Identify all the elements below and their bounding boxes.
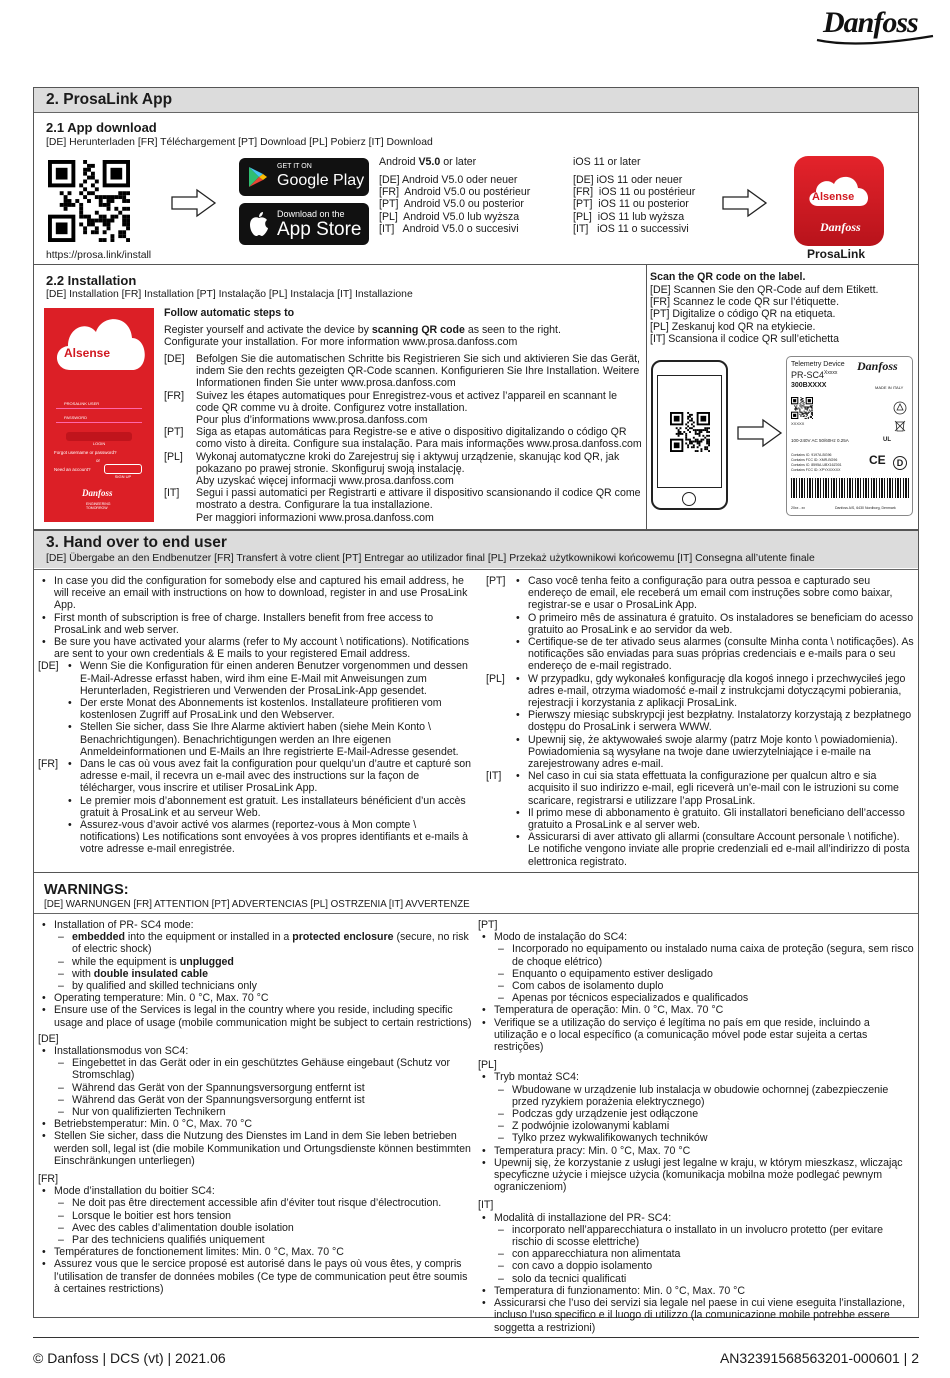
install-instructions-en: Register yourself and activate the device by scanning QR code as seen to the right. Configurate your installation. For more information www.prosa.danfoss.com: [164, 324, 561, 349]
arrow-right-icon: [722, 188, 768, 218]
arrow-right-icon: [171, 188, 217, 218]
handover-item: • In case you did the configuration for somebody else and captured his email address, he will receive an email with instructions on how to download, register in and use ProsaLink App.: [38, 575, 472, 612]
footer-rule: [33, 1337, 919, 1338]
handover-item: • Assurez-vous d’avoir activé vos alarmes (reportez-vous à Mon compte \ notifications) Les notifications sont envoyées à vos propres identifiants et e-mails à votre adresse e-mail enregistrée.: [64, 819, 472, 856]
cloud-icon: [52, 312, 148, 372]
handover-item: • Dans le cas où vous avez fait la configuration pour quelqu’un d’autre et capturé son adresse e-mail, il recevra un e-mail avec des instructions sur la façon de télécharger, vous inscrire et utiliser ProsaLink App.: [64, 758, 472, 795]
footer-left: © Danfoss | DCS (vt) | 2021.06: [33, 1350, 226, 1366]
warnings-langs: [DE] WARNUNGEN [FR] ATTENTION [PT] ADVERTENCIAS [PL] OSTRZENIA [IT] AVVERTENZE: [44, 899, 470, 910]
warning-block-pl: [PL] • Tryb montaż SC4: – Wbudowane w urządzenie lub instalacja w obudowie ochornnej (zabezpieczenie przed ryzykiem porażenia elektrycznego) – Podczas gdy urządzenie jest odłączone – Z podwójnie izolowanymi kablami – Tylko przez wykwalifikowanych techników • Temperatura pracy: Min. 0 °C, Max. 70 °C • Upewnij się, że korzystanie z usługi jest legalne w kraju, w którym mieszkasz, wliczając specyficzne użycie i miejsce użycia (komunikacja mobilna może podlegać pewnym ograniczeniom): [478, 1059, 914, 1193]
section-warnings: [33, 873, 919, 1334]
warning-block-pt: [PT] • Modo de instalação do SC4: – Incorporado no equipamento ou instalado numa caixa de proteção (segura, sem risco de choque elétrico) – Enquanto o equipamento estiver desligado – Com cabos de isolamento duplo – Apenas por técnicos especializados e qualificados • Temperatura de operação: Min. 0 °C, Max. 70 °C • Verifique se a utilização do serviço é legítima no país em que reside, incluindo a utilização e o local específico (a comunicação móvel pode estar sujeita a certas restrições): [478, 919, 914, 1053]
handover-item: • W przypadku, gdy wykonałeś konfigurację dla kogoś innego i przechwyciłeś jego adres e-mail, otrzyma wiadomość e-mail z instrukcjami dotyczącymi pobierania, rejestracji i korzystania z aplikacji ProsaLink.: [512, 673, 914, 710]
login-button: LOGIN: [66, 432, 132, 441]
install-url[interactable]: https://prosa.link/install: [46, 250, 152, 261]
phone-outline: [651, 360, 728, 510]
follow-steps: Follow automatic steps to: [164, 307, 295, 319]
google-play-button[interactable]: GET IT ON Google Play: [239, 158, 369, 196]
handover-group: [DE] • Wenn Sie die Konfiguration für einen anderen Benutzer vorgenommen und dessen E-Mail-Adresse erfasst haben, wird ihm eine E-Mail mit Anweisungen zum Herunterladen, Registrieren und Verwenden der ProsaLink-App gesendet. • Der erste Monat des Abonnements ist kostenlos. Installateure profitieren vom kostenlosen Zugriff auf ProsaLink und den Webserver. • Stellen Sie sicher, dass Sie Ihre Alarme aktiviert haben (siehe Mein Konto \ Benachrichtigungen). Benachrichtigungen werden an Ihre eigenen Anmeldeinformationen und E-Mails an Ihre registrierte E-Mail-Adresse gesendet.: [38, 660, 472, 758]
handover-item: • Caso você tenha feito a configuração para outra pessoa e capturado seu endereço de email, ele receberá um email com instruções sobre como baixar, registrar-se e usar o ProsaLink App.: [512, 575, 914, 612]
ul-mark: UL: [883, 437, 891, 443]
handover-left-column: [38, 575, 472, 856]
warning-block-fr: [FR] • Mode d’installation du boitier SC4: – Ne doit pas être directement accessible afin d’éviter tout risque d’électrocution. – Lorsque le boitier est hors tension – Avec des cables d’alimentation double isolation – Par des techniciens qualifiés uniquement • Températures de fonctionement limites: Min. 0 °C, Max. 70 °C • Assurez vous que le sercice proposé est autorisé dans le pays où vous êtes, y compris l’utilisation de transfer de données mobiles (Ce type de communication peut être soumis à certaines restrictions): [38, 1173, 474, 1295]
handover-item: • First month of subscription is free of charge. Installers benefit from free access to ProsaLink and web server.: [38, 612, 472, 636]
app-download-langs: [DE] Herunterladen [FR] Téléchargement [PT] Download [PL] Pobierz [IT] Download: [46, 137, 433, 148]
handover-item: • Pierwszy miesiąc subskrypcji jest bezpłatny. Instalatorzy korzystają z bezpłatnego dostępu do ProsaLink i serwera WWW.: [512, 709, 914, 733]
handover-group: [38, 575, 472, 660]
handover-group: [PL] • W przypadku, gdy wykonałeś konfigurację dla kogoś innego i przechwyciłeś jego adres e-mail, otrzyma wiadomość e-mail z instrukcjami dotyczącymi pobierania, rejestracji i korzystania z aplikacji ProsaLink. • Pierwszy miesiąc subskrypcji jest bezpłatny. Instalatorzy korzystają z bezpłatnego dostępu do ProsaLink i serwera WWW. • Upewnij się, że aktywowałeś swoje alarmy (patrz Moje konto \ powiadomienia). Powiadomienia są wysyłane na twoje dane uwierzytelniające i e-maile na zarejestrowany adres e-mail.: [486, 673, 914, 771]
handover-item: • Certifique-se de ter ativado seus alarmes (consulte Minha conta \ notificações). As notificações são enviadas para suas próprias credenciais e e-mails para o seu endereço de e-mail registrado.: [512, 636, 914, 673]
d-mark: D: [893, 456, 907, 470]
warnings-right-column: [478, 919, 914, 1334]
weee-bin-icon: [893, 419, 907, 433]
recycle-icon: [893, 401, 907, 415]
section-hand-over: [33, 530, 919, 873]
handover-item: • O primeiro mês de assinatura é gratuito. Os instaladores se beneficiam do acesso gratuito ao ProsaLink e ao servidor da web.: [512, 612, 914, 636]
handover-item: • Nel caso in cui sia stata effettuata la configurazione per qualcun altro e sia acquisito il suo indirizzo e-mail, egli riceverà un’e-mail con le istruzioni su come scaricare, registrarsi e utilizzare l’app ProsaLink.: [512, 770, 914, 807]
android-heading: Android V5.0 or later: [379, 156, 477, 168]
divider: [646, 264, 647, 530]
label-qr-code-icon: [791, 397, 813, 419]
install-translation: [IT] Segui i passi automatici per Registrarti e attivare il dispositivo scansionando il codice QR come mostrato a destra. Configurare la tua installazione. Per maggiori informazioni www.prosa.danfoss.com: [164, 487, 641, 524]
android-requirements: [DE] Android V5.0 oder neuer [FR] Android V5.0 ou postérieur [PT] Android V5.0 ou posterior [PL] Android V5.0 lub wyższa [IT] Android V5.0 o succesivi: [379, 174, 531, 235]
home-button-icon: [682, 492, 696, 506]
handover-group: [PT] • Caso você tenha feito a configuração para outra pessoa e capturado seu endereço de email, ele receberá um email com instruções sobre como baixar, registrar-se e usar o ProsaLink App. • O primeiro mês de assinatura é gratuito. Os instaladores se beneficiam do acesso gratuito ao ProsaLink e ao servidor da web. • Certifique-se de ter ativado seus alarmes (consulte Minha conta \ notificações). As notificações são enviadas para suas próprias credenciais e e-mails para o seu endereço de e-mail registrado.: [486, 575, 914, 673]
footer-right: AN32391568563201-000601 | 2: [719, 1350, 919, 1366]
install-translation: [DE] Befolgen Sie die automatischen Schritte bis Registrieren Sie sich und aktivieren Sie das Gerät, indem Sie den rechts gezeigten QR-Code scannen. Konfigurieren Sie Ihre Installation. Weitere Informationen finden Sie unter www.prosa.danfoss.com: [164, 353, 643, 390]
install-translation: [PL] Wykonaj automatyczne kroki do Zarejestruj się i aktywuj urządzenie, skanując kod QR, jak pokazano po prawej stronie. Skonfiguruj swoją instalację. Aby uzyskać więcej informacji www.prosa.danfoss.com: [164, 450, 620, 488]
app-name: ProsaLink: [807, 247, 866, 261]
barcode: [791, 478, 909, 498]
handover-item: • Upewnij się, że aktywowałeś swoje alarmy (patrz Moje konto \ powiadomienia). Powiadomienia są wysyłane na twoje dane uwierzytelniające i e-maile na zarejestrowany adres e-mail.: [512, 734, 914, 771]
install-translations: [164, 353, 642, 524]
handover-right-column: [486, 575, 914, 868]
section-2-title: 2. ProsaLink App: [34, 88, 918, 113]
google-play-icon: [248, 166, 268, 188]
warnings-left-column: • Installation of PR- SC4 mode: – embedded into the equipment or installed in a protected enclosure (secure, no risk of electric shock) – while the equipment is unplugged – with double insulated cable – by qualified and skilled technicians only • Operating temperature: Min. 0 °C, Max. 70 °C • Ensure use of the Services is legal in the country where you reside, including specific usage and place of usage (mobile communication might be subject to certain restrictions) [DE] • Installationsmodus von SC4: – Eingebettet in das Gerät oder in ein geschütztes Gehäuse eingebaut (Schutz vor Stromschlag) – Während das Gerät von der Spannungsversorgung entfernt ist – Während das Gerät von der Spannungsversorgung entfernt ist – Nur von qualifizierten Technikern • Betriebstemperatur: Min. 0 °C, Max. 70 °C • Stellen Sie sicher, dass die Nutzung des Dienstes im Land in dem Sie leben betrieben werden soll, legal ist (die mobile Kommunikation und Ortungsdienste können bestimmten Einschränkungen unterliegen) [FR] • Mode d’installation du boitier SC4: – Ne doit pas être directement accessible afin d’éviter tout risque d’électrocution. – Lorsque le boitier est hors tension – Avec des cables d’alimentation double isolation – Par des techniciens qualifiés uniquement • Températures de fonctionement limites: Min. 0 °C, Max. 70 °C • Assurez vous que le sercice proposé est autorisé dans le pays où vous êtes, y compris l’utilisation de transfer de données mobiles (Ce type de communication peut être soumis à certaines restrictions): [38, 919, 474, 1295]
warnings-title: WARNINGS:: [44, 882, 129, 898]
installation-title: 2.2 Installation: [46, 273, 137, 288]
ios-requirements: [DE] iOS 11 oder neuer [FR] iOS 11 ou postérieur [PT] iOS 11 ou posterior [PL] iOS 11 lub wyższa [IT] iOS 11 o successivi: [573, 174, 696, 235]
device-label: Telemetry Device $PR-SC4^{Xxxxx}$ 300BXXXX Danfoss MADE IN ITALY XXXXX 100-240V AC 50/60Hz 0.25A Contains IC: 9197A-BG96 Contains FCC ID: XMR-BG96 Contains IC: 8595A-UBX16Z001 Contains FCC ID: XPYXXXXXX UL CE D 20xx - xx Danfoss A/S, 6430 Nordborg, Denmark: [786, 356, 913, 516]
install-qr-code-icon[interactable]: [48, 160, 130, 242]
apple-icon: [248, 211, 270, 237]
handover-group: [IT] • Nel caso in cui sia stata effettuata la configurazione per qualcun altro e sia acquisito il suo indirizzo e-mail, egli riceverà un’e-mail con le istruzioni su come scaricare, registrarsi e utilizzare l’app ProsaLink. • Il primo mese di abbonamento è gratuito. Gli installatori beneficiano dell’accesso gratuito a ProsaLink e al server web. • Assicurarsi di aver attivato gli allarmi (consultare Account personale \ notifiche). Le notifiche vengono inviate alle proprie credenziali ed e-mail all’indirizzo di posta elettronica registrato.: [486, 770, 914, 868]
install-translation: [PT] Siga as etapas automáticas para Registre-se e ative o dispositivo digitalizando o código QR como visto à direita. Configure sua instalação. Para mais informações www.prosa.danfoss.com: [164, 426, 642, 451]
prosalink-app-icon[interactable]: Alsense Danfoss: [794, 156, 884, 246]
handover-item: • Assicurarsi di aver attivato gli allarmi (consultare Account personale \ notifiche). Le notifiche vengono inviate alle proprie credenziali ed e-mail all’indirizzo di posta elettronica registrato.: [512, 831, 914, 868]
handover-item: • Wenn Sie die Konfiguration für einen anderen Benutzer vorgenommen und dessen E-Mail-Adresse erfasst haben, wird ihm eine E-Mail mit Anweisungen zum Herunterladen, Registrieren und Verwenden der ProsaLink-App gesendet.: [64, 660, 472, 697]
handover-group: [FR] • Dans le cas où vous avez fait la configuration pour quelqu’un d’autre et capturé son adresse e-mail, il recevra un e-mail avec des instructions sur la façon de télécharger, vous inscrire et utiliser ProsaLink App. • Le premier mois d’abonnement est gratuit. Les installateurs bénéficient d’un accès gratuit à ProsaLink et au serveur Web. • Assurez-vous d’avoir activé vos alarmes (reportez-vous à Mon compte \ notifications) Les notifications sont envoyées à vos propres identifiants et e-mails à votre adresse e-mail enregistrée.: [38, 758, 472, 856]
section-3-title: 3. Hand over to end user [DE] Übergabe an den Endbenutzer [FR] Transfert à votre client [PT] Entregar ao utilizador final [PL] Przekaż użytkownikowi końcowemu [IT] Consegna all’utente finale: [34, 531, 918, 568]
divider: [34, 264, 918, 265]
install-translation: [FR] Suivez les étapes automatiques pour Enregistrez-vous et activez l’appareil en scannant le code QR comme vu à droite. Configurez votre installation. Pour plus d’informations www.prosa.danfoss.com: [164, 389, 618, 427]
login-screen-image: Alsense PROSALINK USER PASSWORD LOGIN Forgot username or password? or Need an account? SIGN UP Danfoss ENGINEERING TOMORROW: [44, 308, 154, 522]
handover-item: • Be sure you have activated your alarms (refer to My account \ notifications). Notifications are sent to your own credentials & E mails to your registered Email address.: [38, 636, 472, 660]
ce-mark: CE: [869, 453, 886, 467]
handover-langs: [DE] Übergabe an den Endbenutzer [FR] Transfert à votre client [PT] Entregar ao utilizador final [PL] Przekaż użytkownikowi końcowemu [IT] Consegna all’utente finale: [46, 553, 815, 564]
warning-block-it: [IT] • Modalità di installazione del PR- SC4: – incorporato nell’apparecchiatura o installato in un involucro protetto (per evitare rischio di scosse elettriche) – con apparecchiatura non alimentata – con cavo a doppio isolamento – solo da tecnici qualificati • Temperatura di funzionamento: Min. 0 °C, Max. 70 °C • Assicurarsi che l’uso dei servizi sia legale nel paese in cui viene eseguita l’installazione, incluso l’uso specifico e il luogo di utilizzo (la comunicazione mobile potrebbe essere soggetta a restrizioni): [478, 1199, 914, 1333]
danfoss-logo: Danfoss: [815, 6, 935, 46]
section-prosalink-app: [33, 87, 919, 530]
handover-item: • Der erste Monat des Abonnements ist kostenlos. Installateure profitieren vom kostenlosen Zugriff auf ProsaLink und den Webserver.: [64, 697, 472, 721]
installation-langs: [DE] Installation [FR] Installation [PT] Instalação [PL] Instalacja [IT] Installazione: [46, 289, 413, 300]
scan-heading: Scan the QR code on the label.: [650, 271, 806, 283]
scan-translations: [DE] Scannen Sie den QR-Code auf dem Etikett. [FR] Scannez le code QR sur l’étiquette. [PT] Digitalize o código QR na etiqueta. [PL] Zeskanuj kod QR na etykiecie. [IT] Scansiona il codice QR sull’etichetta: [650, 284, 879, 345]
arrow-right-icon: [737, 418, 783, 448]
handover-item: • Stellen Sie sicher, dass Sie Ihre Alarme aktiviert haben (siehe Mein Konto \ Benachrichtigungen). Benachrichtigungen werden an Ihre eigenen Anmeldeinformationen und E-Mails an Ihre registrierte E-Mail-Adresse gesendet.: [64, 721, 472, 758]
ios-heading: iOS 11 or later: [573, 156, 641, 168]
app-store-button[interactable]: Download on the App Store: [239, 203, 369, 245]
qr-code-icon: [670, 412, 710, 452]
cloud-icon: [804, 170, 874, 210]
handover-item: • Le premier mois d’abonnement est gratuit. Les installateurs bénéficient d’un accès gratuit à ProsaLink et au serveur Web.: [64, 795, 472, 819]
app-download-title: 2.1 App download: [46, 120, 157, 135]
warning-block-de: [DE] • Installationsmodus von SC4: – Eingebettet in das Gerät oder in ein geschütztes Gehäuse eingebaut (Schutz vor Stromschlag) – Während das Gerät von der Spannungsversorgung entfernt ist – Während das Gerät von der Spannungsversorgung entfernt ist – Nur von qualifizierten Technikern • Betriebstemperatur: Min. 0 °C, Max. 70 °C • Stellen Sie sicher, dass die Nutzung des Dienstes im Land in dem Sie leben betrieben werden soll, legal ist (die mobile Kommunikation und Ortungsdienste können bestimmten Einschränkungen unterliegen): [38, 1033, 474, 1167]
handover-item: • Il primo mese di abbonamento è gratuito. Gli installatori beneficiano dell’accesso gratuito a ProsaLink e al server web.: [512, 807, 914, 831]
